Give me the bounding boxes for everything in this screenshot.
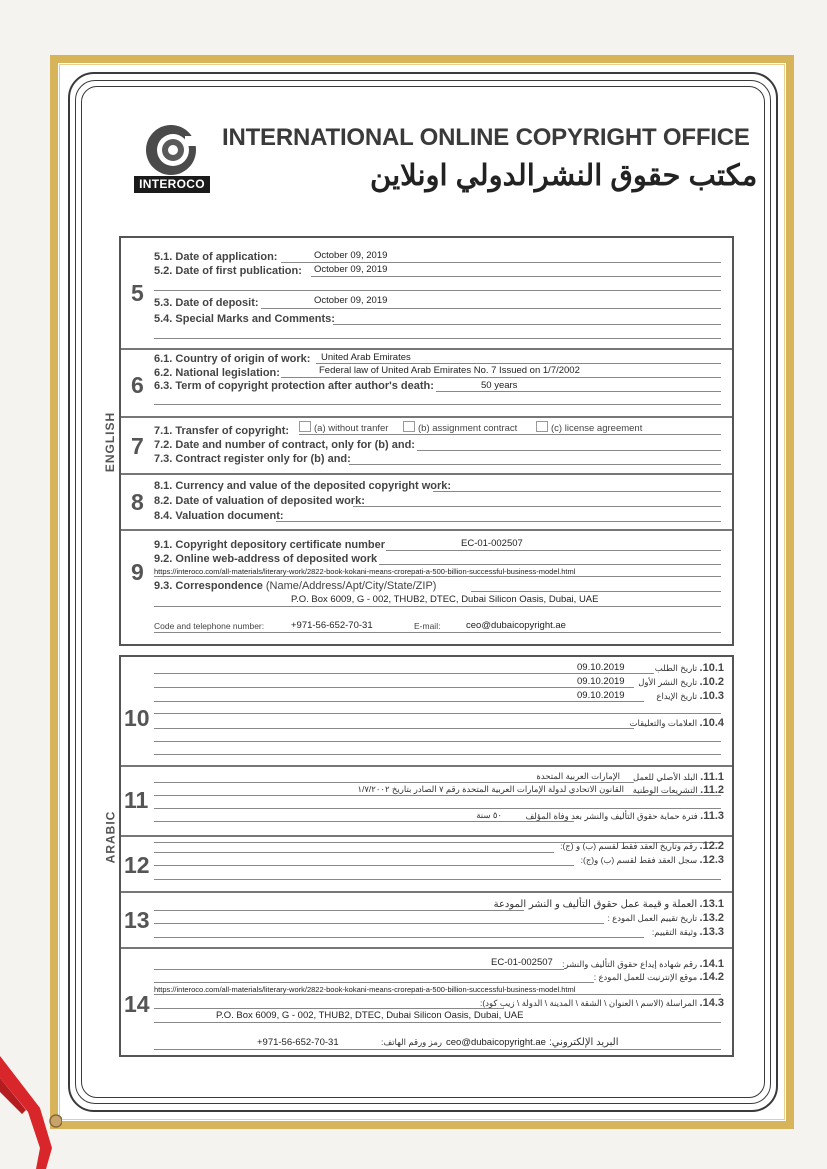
section-number: 11 — [124, 787, 149, 813]
field-value: 50 years — [481, 380, 518, 391]
phone-value: +971-56-652-70-31 — [257, 1037, 339, 1048]
underline — [436, 391, 721, 392]
field-label: 9.1. Copyright depository certificate number — [154, 539, 386, 551]
phone-label: Code and telephone number: — [154, 621, 265, 631]
underline — [154, 606, 721, 607]
field-label: 6.3. Term of copyright protection after author's death: — [154, 380, 434, 392]
field-value: Federal law of United Arab Emirates No. 7 Issued on 1/7/2002 — [319, 365, 580, 376]
phone-value: +971-56-652-70-31 — [291, 620, 373, 631]
correspondence-address: P.O. Box 6009, G - 002, THUB2, DTEC, Dubai Silicon Oasis, Dubai, UAE — [291, 594, 599, 605]
field-value: October 09, 2019 — [314, 264, 388, 275]
underline — [154, 1022, 721, 1023]
section-number: 12 — [124, 852, 150, 878]
field-label: تاريخ النشر الأول — [638, 677, 698, 687]
underline — [154, 937, 644, 938]
field-label: 5.1. Date of application: — [154, 251, 278, 263]
field-label: 8.4. Valuation document: — [154, 510, 284, 522]
side-label-arabic: ARABIC — [103, 810, 118, 864]
section-number: 8 — [131, 489, 144, 515]
field-value: October 09, 2019 — [314, 250, 388, 261]
section-number: 13 — [124, 907, 150, 933]
section-13 — [121, 893, 732, 949]
red-ribbon-icon — [0, 1048, 62, 1169]
underline — [261, 308, 721, 309]
field-value: 09.10.2019 — [577, 690, 625, 701]
field-row — [638, 676, 724, 688]
label-correspondence-detail: (Name/Address/Apt/City/State/ZIP) — [265, 580, 437, 592]
underline — [154, 782, 634, 783]
underline — [154, 865, 574, 866]
underline — [281, 377, 721, 378]
section-9 — [121, 531, 732, 644]
field-row — [560, 840, 724, 852]
field-num: 11.3. — [700, 810, 724, 822]
field-row — [494, 898, 724, 910]
section-7 — [121, 418, 732, 475]
section-14 — [121, 949, 732, 1055]
arabic-form — [119, 655, 734, 1057]
field-num: 11.1. — [700, 771, 724, 783]
field-num: 13.1. — [699, 898, 724, 910]
field-num: 11.2. — [700, 784, 724, 796]
section-number: 14 — [124, 991, 150, 1017]
section-number: 10 — [124, 705, 150, 731]
email-value[interactable]: ceo@dubaicopyright.ae — [466, 620, 566, 631]
underline — [311, 276, 721, 277]
option-label: (a) without tranfer — [314, 423, 389, 434]
underline — [154, 673, 654, 674]
field-label: 7.3. Contract register only for (b) and: — [154, 453, 351, 465]
underline — [333, 324, 721, 325]
field-num: 12.2. — [699, 840, 724, 852]
english-form — [119, 236, 734, 646]
underline — [154, 632, 721, 633]
field-label: 5.4. Special Marks and Comments: — [154, 313, 335, 325]
field-row — [652, 926, 724, 938]
checkbox[interactable] — [299, 421, 311, 432]
field-label: 7.2. Date and number of contract, only for (b) and: — [154, 439, 415, 451]
section-11 — [121, 767, 732, 837]
work-url[interactable]: https://interoco.com/all-materials/literary-work/2822-book-kokani-means-crorepati-a-500-billion-successful-business-model.html — [154, 567, 576, 576]
field-label: 6.1. Country of origin of work: — [154, 353, 311, 365]
option-assignment-contract[interactable] — [403, 421, 517, 434]
field-row — [480, 997, 724, 1009]
field-label: تاريخ الطلب — [654, 663, 698, 673]
option-label: (b) assignment contract — [418, 423, 518, 434]
field-label: رقم شهادة إيداع حقوق التأليف والنشر: — [562, 959, 698, 969]
section-12 — [121, 837, 732, 893]
title-english: INTERNATIONAL ONLINE COPYRIGHT OFFICE — [222, 124, 750, 151]
work-url[interactable]: https://interoco.com/all-materials/literary-work/2822-book-kokani-means-crorepati-a-500-billion-successful-business-model.html — [154, 985, 576, 994]
underline — [154, 808, 721, 809]
side-label-english: ENGLISH — [103, 411, 118, 473]
underline — [154, 879, 721, 880]
underline — [154, 852, 554, 853]
underline — [154, 701, 644, 702]
underline — [353, 506, 721, 507]
field-label: العملة و قيمة عمل حقوق التأليف و النشر المودعة — [493, 899, 698, 910]
field-label: 5.3. Date of deposit: — [154, 297, 259, 309]
field-row — [655, 662, 724, 674]
section-number: 6 — [131, 372, 144, 398]
field-value: 09.10.2019 — [577, 676, 625, 687]
underline — [471, 591, 721, 592]
label-correspondence: 9.3. Correspondence — [154, 580, 263, 592]
section-number: 9 — [131, 559, 144, 585]
field-value: United Arab Emirates — [321, 352, 411, 363]
field-num: 14.2. — [699, 971, 724, 983]
option-label: (c) license agreement — [551, 423, 643, 434]
underline — [276, 521, 721, 522]
field-value: القانون الاتحادي لدولة الإمارات العربية المتحدة رقم ٧ الصادر بتاريخ ١/٧/٢٠٠٢ — [357, 784, 624, 794]
logo-wordmark: INTEROCO — [134, 176, 210, 193]
field-num: 12.3. — [699, 854, 724, 866]
underline — [299, 434, 721, 435]
underline — [379, 564, 721, 565]
field-label — [154, 580, 436, 592]
field-label: التشريعات الوطنية — [632, 785, 698, 795]
field-label: موقع الإنترنيت للعمل المودع : — [593, 972, 698, 982]
underline — [154, 741, 721, 742]
field-value: الإمارات العربية المتحدة — [536, 771, 620, 781]
underline — [154, 923, 604, 924]
field-label: تاريخ الإيداع — [656, 691, 698, 701]
field-label: 8.2. Date of valuation of deposited work: — [154, 495, 365, 507]
checkbox[interactable] — [403, 421, 415, 432]
underline — [154, 713, 721, 714]
underline — [154, 754, 721, 755]
field-row — [630, 717, 724, 729]
section-number: 7 — [131, 433, 144, 459]
checkbox[interactable] — [536, 421, 548, 432]
field-value: ٥٠ سنة — [476, 810, 502, 820]
underline — [154, 1008, 504, 1009]
underline — [417, 450, 721, 451]
underline — [154, 910, 524, 911]
certificate-number: EC-01-002507 — [461, 538, 523, 549]
field-num: 14.3. — [699, 997, 724, 1009]
email-label: E-mail: — [414, 621, 441, 631]
correspondence-address: P.O. Box 6009, G - 002, THUB2, DTEC, Dubai Silicon Oasis, Dubai, UAE — [216, 1010, 524, 1021]
field-label: سجل العقد فقط لقسم (ب) و(ج): — [580, 855, 698, 865]
field-num: 10.2. — [699, 676, 724, 688]
field-label: 9.2. Online web-address of deposited work — [154, 553, 378, 565]
field-row — [633, 771, 724, 783]
underline — [316, 363, 721, 364]
field-num: 14.1. — [699, 958, 724, 970]
option-license-agreement[interactable] — [536, 421, 642, 434]
underline — [154, 994, 721, 995]
underline — [154, 728, 634, 729]
underline — [154, 969, 564, 970]
section-8 — [121, 475, 732, 531]
underline — [433, 491, 721, 492]
underline — [154, 687, 634, 688]
field-row — [656, 690, 724, 702]
underline — [154, 795, 721, 796]
email-value[interactable]: ceo@dubaicopyright.ae — [446, 1037, 546, 1048]
underline — [386, 550, 721, 551]
field-num: 10.4. — [699, 717, 724, 729]
field-label: رقم وتاريخ العقد فقط لقسم (ب) و (ج): — [560, 841, 698, 851]
field-label: 8.1. Currency and value of the deposited copyright work: — [154, 480, 452, 492]
field-num: 13.3. — [699, 926, 724, 938]
field-label: العلامات والتعليقات — [629, 718, 698, 728]
underline — [281, 262, 721, 263]
underline — [154, 404, 721, 405]
underline — [154, 290, 721, 291]
underline — [154, 982, 594, 983]
section-10 — [121, 657, 732, 767]
section-5 — [121, 238, 732, 350]
field-row — [562, 958, 724, 970]
field-label: تاريخ تقييم العمل المودع : — [607, 913, 698, 923]
section-number: 5 — [131, 280, 144, 306]
field-row — [594, 971, 724, 983]
phone-label: رمز ورقم الهاتف: — [381, 1037, 442, 1047]
certificate-number: EC-01-002507 — [491, 957, 553, 968]
field-num: 10.3. — [699, 690, 724, 702]
field-label: المراسلة (الاسم \ العنوان \ الشقة \ المدينة \ الدولة \ زيب كود): — [480, 998, 698, 1008]
field-label: وثيقة التقييم: — [651, 927, 698, 937]
section-6 — [121, 350, 732, 418]
field-num: 10.1. — [699, 662, 724, 674]
field-row — [581, 854, 724, 866]
underline — [154, 338, 721, 339]
field-label: فترة حماية حقوق التأليف والنشر بعد وفاة المؤلف — [525, 811, 698, 821]
email-label: البريد الإلكتروني: — [549, 1037, 619, 1048]
field-label: 6.2. National legislation: — [154, 367, 280, 379]
title-arabic: مكتب حقوق النشرالدولي اونلاين — [370, 160, 758, 192]
underline — [154, 576, 721, 577]
field-label: 5.2. Date of first publication: — [154, 265, 302, 277]
underline — [154, 821, 574, 822]
field-value: 09.10.2019 — [577, 662, 625, 673]
field-label: 7.1. Transfer of copyright: — [154, 425, 290, 437]
field-value: October 09, 2019 — [314, 295, 388, 306]
field-row — [607, 912, 724, 924]
underline — [154, 1049, 721, 1050]
field-num: 13.2. — [699, 912, 724, 924]
underline — [349, 464, 721, 465]
field-label: البلد الأصلي للعمل — [633, 772, 698, 782]
option-without-transfer[interactable] — [299, 421, 388, 434]
